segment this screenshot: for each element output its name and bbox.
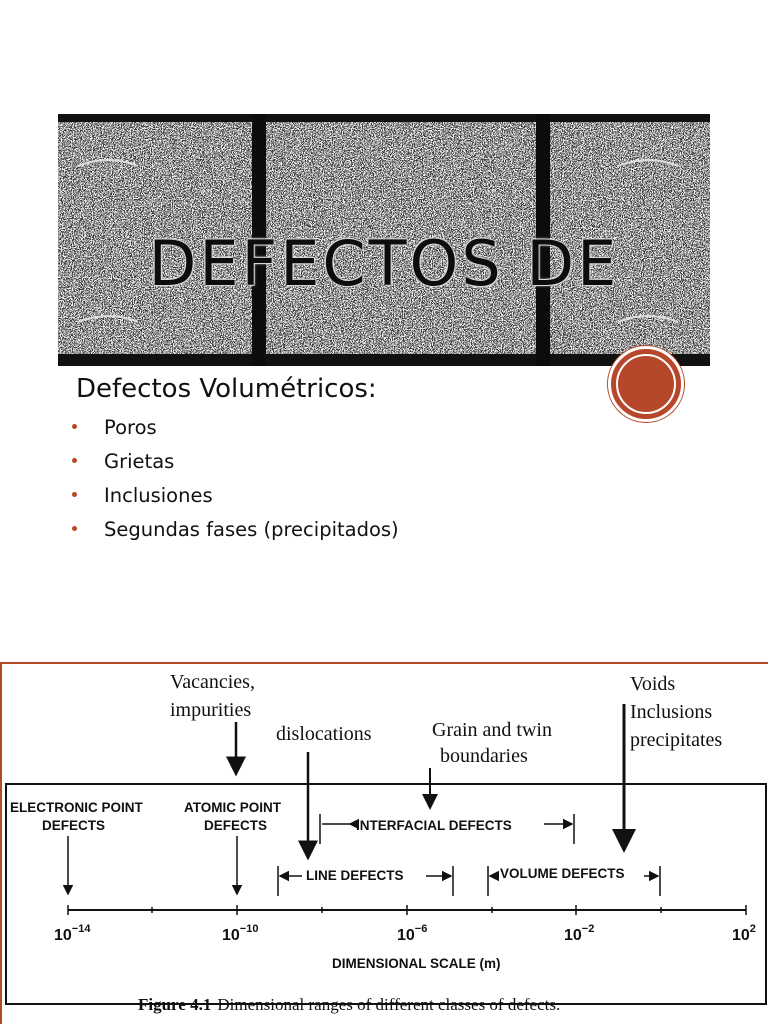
annotation-inclusions: Inclusions (630, 701, 713, 723)
bullet-icon (72, 424, 77, 429)
figure-caption: Figure 4.1 Dimensional ranges of different classes of defects. (138, 995, 561, 1014)
axis-title: DIMENSIONAL SCALE (m) (332, 956, 501, 971)
label-electronic-defects: DEFECTS (42, 818, 106, 833)
bullet-icon (72, 526, 77, 531)
slide-title (58, 132, 710, 366)
figure-image (0, 662, 768, 1024)
bullet-icon (72, 458, 77, 463)
annotation-vacancies: Vacancies, (170, 671, 255, 693)
tick-label: $10^{-10}$ (222, 923, 259, 944)
annotation-voids: Voids (630, 673, 676, 695)
tick-label: $10^{-14}$ (54, 923, 91, 944)
list-item-label: Poros (104, 416, 157, 439)
tick-label: $10^{-6}$ (397, 923, 428, 944)
label-line-defects: LINE DEFECTS (306, 868, 404, 883)
decorative-circle (608, 346, 684, 422)
label-atomic-point: ATOMIC POINT (184, 800, 281, 815)
figure-frame (6, 784, 766, 1004)
section-heading: Defectos Volumétricos: (76, 374, 377, 404)
decorative-circle-ring (616, 354, 676, 414)
label-volume-defects: VOLUME DEFECTS (500, 866, 625, 881)
tick-label: $10^{-2}$ (564, 923, 595, 944)
title-banner (58, 114, 710, 366)
label-interfacial-defects: INTERFACIAL DEFECTS (356, 818, 512, 833)
annotation-precipitates: precipitates (630, 729, 723, 751)
annotation-dislocations: dislocations (276, 723, 372, 745)
list-item-label: Inclusiones (104, 484, 213, 507)
list-item-label: Segundas fases (precipitados) (104, 518, 399, 541)
label-atomic-defects: DEFECTS (204, 818, 268, 833)
label-electronic-point: ELECTRONIC POINT (10, 800, 143, 815)
annotation-grain: Grain and twin (432, 719, 552, 741)
list-item-label: Grietas (104, 450, 175, 473)
defect-scale-diagram (2, 664, 768, 1026)
tick-label: $10^2$ (732, 923, 756, 944)
annotation-impurities: impurities (170, 699, 252, 721)
bullet-icon (72, 492, 77, 497)
slide-title-line: DEFECTOS DE (148, 227, 620, 300)
annotation-boundaries: boundaries (440, 745, 528, 767)
